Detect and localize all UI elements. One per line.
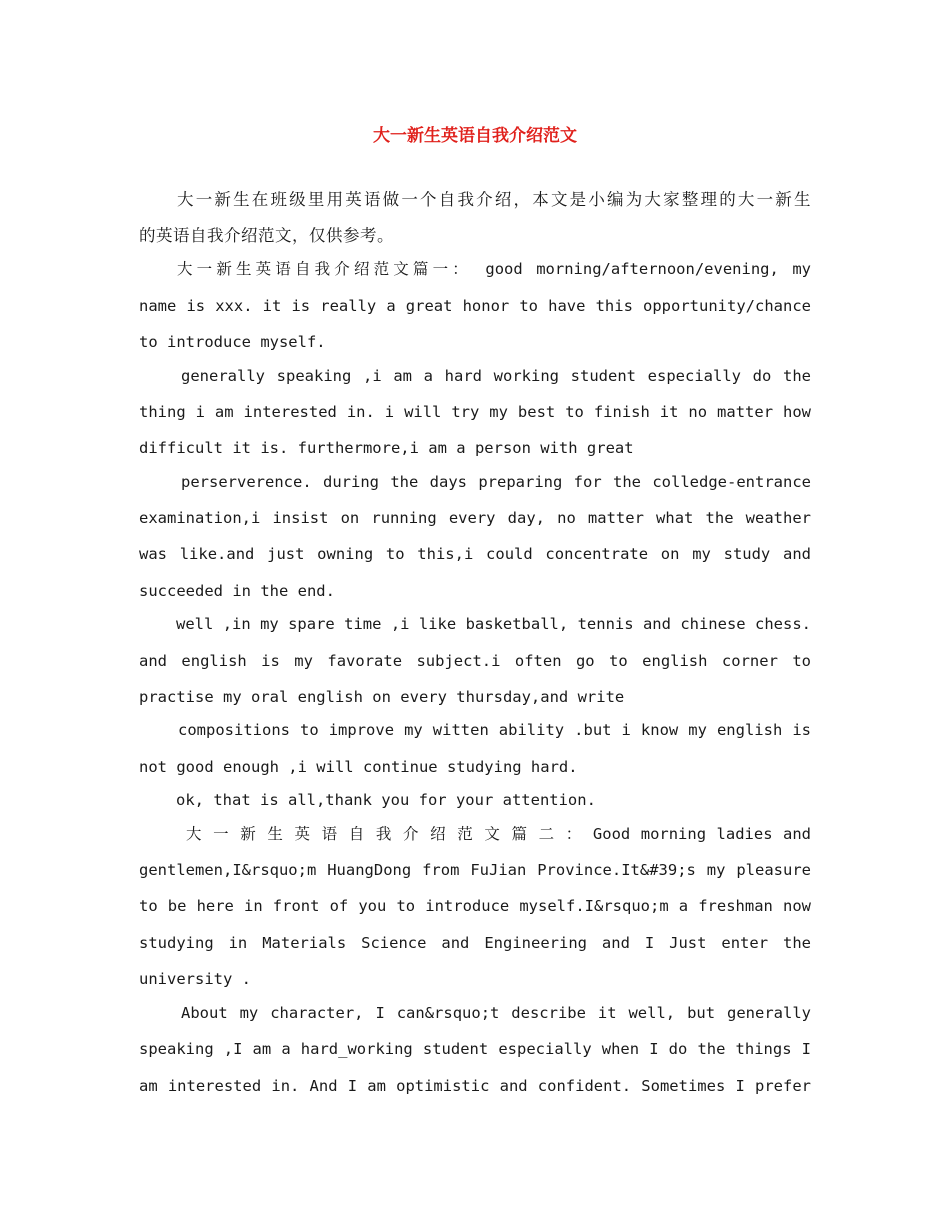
paragraph-line: university . [139, 970, 251, 988]
paragraph-line: perserverence. during the days preparing for the colledge-entrance [181, 473, 811, 491]
paragraph-line: succeeded in the end. [139, 582, 335, 600]
paragraph-line: ok, that is all,thank you for your attention. [176, 791, 596, 809]
paragraph-line: About my character, I can&rsquo;t describe it well, but generally [181, 1004, 811, 1022]
paragraph-line: speaking ,I am a hard_working student especially when I do the things I [139, 1040, 811, 1058]
paragraph-line: studying in Materials Science and Engineering and I Just enter the [139, 934, 811, 952]
paragraph-line: 大一新生在班级里用英语做一个自我介绍，本文是小编为大家整理的大一新生 [177, 190, 811, 209]
paragraph-line: compositions to improve my witten ability .but i know my english is [178, 721, 811, 739]
paragraph-line: to introduce myself. [139, 333, 326, 351]
paragraph-line: gentlemen,I&rsquo;m HuangDong from FuJian Province.It&#39;s my pleasure [139, 861, 811, 879]
paragraph-line: 大一新生英语自我介绍范文篇一： good morning/afternoon/evening, my [177, 260, 811, 278]
paragraph-line: thing i am interested in. i will try my best to finish it no matter how [139, 403, 811, 421]
paragraph-line: name is xxx. it is really a great honor to have this opportunity/chance [139, 297, 811, 315]
paragraph-line: not good enough ,i will continue studying hard. [139, 758, 578, 776]
paragraph-line: difficult it is. furthermore,i am a person with great [139, 439, 634, 457]
paragraph-line: was like.and just owning to this,i could concentrate on my study and [139, 545, 811, 563]
paragraph-line: to be here in front of you to introduce myself.I&rsquo;m a freshman now [139, 897, 811, 915]
paragraph-line: practise my oral english on every thursday,and write [139, 688, 625, 706]
document-title: 大一新生英语自我介绍范文 [373, 126, 577, 146]
paragraph-line: generally speaking ,i am a hard working student especially do the [181, 367, 811, 385]
paragraph-line: 的英语自我介绍范文，仅供参考。 [139, 226, 394, 245]
paragraph-line: well ,in my spare time ,i like basketball, tennis and chinese chess. [176, 615, 811, 633]
paragraph-line: 大 一 新 生 英 语 自 我 介 绍 范 文 篇 二 ： Good morning ladies and [186, 825, 811, 843]
paragraph-line: and english is my favorate subject.i often go to english corner to [139, 652, 811, 670]
paragraph-line: am interested in. And I am optimistic and confident. Sometimes I prefer [139, 1077, 811, 1095]
paragraph-line: examination,i insist on running every day, no matter what the weather [139, 509, 811, 527]
